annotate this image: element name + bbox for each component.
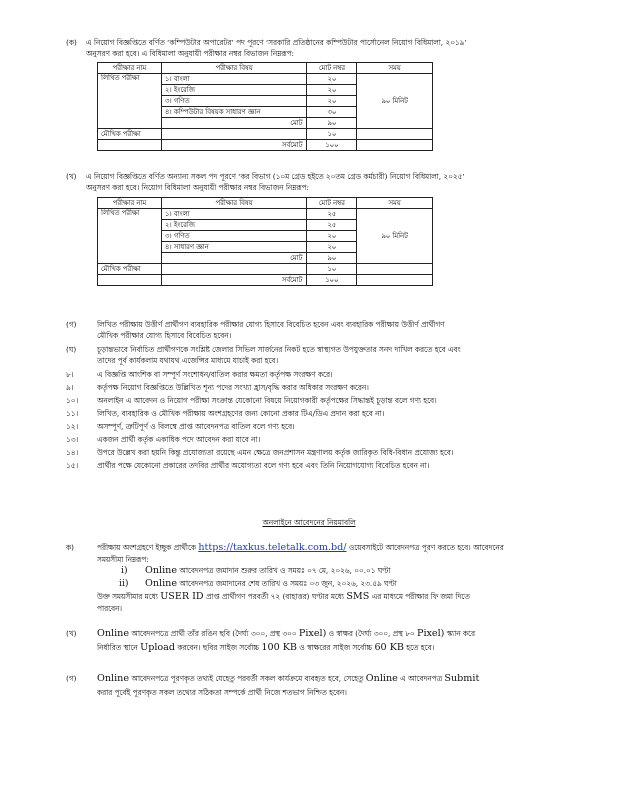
subtotal-value: ৯০ xyxy=(307,118,357,129)
subject-cell: ৩। গণিত xyxy=(161,96,307,107)
text-fragment: ও স্বাক্ষর (দৈর্ঘ্য ৩০০, প্রস্থ ৮০ xyxy=(328,629,415,638)
online-kha-line2 xyxy=(97,643,434,652)
item-number: ১২। xyxy=(66,422,79,431)
subject-cell: ২। ইংরেজি xyxy=(161,85,307,96)
list-item: উপরে উল্লেখ করা হয়নি কিন্তু প্রযোজ্যতা রয়েছে এমন ক্ষেত্রে জনপ্রশাসন মন্ত্রণালয় কর্তৃক জারিকৃত বিধি-বিধান প্রযোজ্য হবে। xyxy=(97,448,454,457)
item-number: ১৩। xyxy=(66,435,79,444)
clause-gha-line2: তাদের পূর্ব কার্যকলাম যথাযথ এজেন্সির মাধ্যমে যাচাই করা হবে। xyxy=(97,356,279,365)
photo-size-limit: 100 KB xyxy=(261,642,297,653)
text-fragment: আবেদনপত্রে পূরণকৃত তথ্যই যেহেতু পরবর্তী সকল কার্যক্রমে ব্যবহৃত হবে, সেহেতু xyxy=(131,674,364,683)
marks-cell: ২০ xyxy=(307,96,357,107)
online-ka-marker: ক) xyxy=(66,543,74,552)
online-i-marker: i) xyxy=(121,565,128,576)
table-header: সময় xyxy=(357,198,433,209)
text-fragment: নির্ধারিত স্থানে xyxy=(97,643,138,652)
online-ga-line1 xyxy=(97,674,479,683)
table-header: মোট নম্বর xyxy=(307,63,357,74)
text-fragment: আবেদনপত্রে প্রার্থী তাঁর রঙিন ছবি (দৈর্ঘ্য ৩০০, প্রস্থ ৩০০ xyxy=(131,629,297,638)
online-ga-marker: (গ) xyxy=(66,674,77,683)
grand-total-value: ১০০ xyxy=(307,275,357,286)
subject-cell: ৩। গণিত xyxy=(161,231,306,242)
text-fragment: হতে হবে। xyxy=(406,643,435,652)
table-header: পরীক্ষার বিষয় xyxy=(161,63,307,74)
sms-term: SMS xyxy=(346,591,370,602)
online-ka-pre: পরীক্ষায় অংশগ্রহণে ইচ্ছুক প্রার্থীকে xyxy=(97,543,196,552)
table-header: পরীক্ষার নাম xyxy=(98,63,162,74)
online-ii-line xyxy=(145,579,397,588)
marks-cell: ২০ xyxy=(307,231,357,242)
online-ka-line1 xyxy=(97,543,504,552)
written-exam-label: লিখিত পরীক্ষা xyxy=(98,74,162,129)
pixel-term: Pixel) xyxy=(417,628,445,639)
oral-exam-label: মৌখিক পরীক্ষা xyxy=(98,264,162,275)
online-kha-line1 xyxy=(97,629,475,638)
marks-cell: ২৫ xyxy=(307,220,357,231)
online-word: Online xyxy=(145,578,178,589)
online-rules-heading: অনলাইনে আবেদনের নিয়মাবলি xyxy=(262,518,356,527)
section-kha-line1: এ নিয়োগ বিজ্ঞপ্তিতে বর্ণিত অন্যান্য সকল পদ পূরণে ‘কর বিভাগ (১০ম গ্রেড হইতে ২০তম গ্রেড কর্মচারী) নিয়োগ বিধিমালা, ২০২৫’ xyxy=(86,172,465,181)
online-ka-line4: পারবেন। xyxy=(97,604,123,613)
time-cell: ৯০ মিনিট xyxy=(357,209,433,264)
table-header: সময় xyxy=(357,63,433,74)
online-ka-post: ওয়েবসাইটে আবেদনপত্র পূরণ করতে হবে। আবেদনের xyxy=(348,543,504,552)
list-item: অনলাইন এ আবেদন ও নিয়োগ পরীক্ষা সংক্রান্ত যেকোনো বিষয়ে নিয়োগকারী কর্তৃপক্ষের সিদ্ধান্তই চূড়ান্ত বলে গণ্য হবে। xyxy=(97,396,437,405)
section-ka-line2: অনুসরণ করা হবে। এ বিধিমালা অনুযায়ী পরীক্ষার নম্বর বিভাজন নিম্নরূপ: xyxy=(86,49,294,58)
subject-cell: ৪। কম্পিউটার বিষয়ক সাধারণ জ্ঞান xyxy=(161,107,307,118)
oral-marks: ১০ xyxy=(307,264,357,275)
section-kha-line2: অনুসরণ করা হবে। নিয়োগ বিধিমালা অনুযায়ী পরীক্ষার নম্বর বিভাজন নিম্নরূপ: xyxy=(86,183,310,192)
table-header: পরীক্ষার নাম xyxy=(98,198,162,209)
online-ga-line2: করার পূর্বেই পূরণকৃত সকল তথ্যের সঠিকতা সম্পর্কে প্রার্থী নিজে শতভাগ নিশ্চিত হবেন। xyxy=(97,688,347,697)
item-number: ১০। xyxy=(66,396,79,405)
subject-cell: ৪। সাধারণ জ্ঞান xyxy=(161,242,306,253)
section-kha-marker: (খ) xyxy=(66,172,77,181)
marks-cell: ২০ xyxy=(307,85,357,96)
clause-gha-marker: (ঘ) xyxy=(66,345,77,354)
text-fragment: করবেন। ছবির সাইজ সর্বোচ্চ xyxy=(177,643,260,652)
list-item: একজন প্রার্থী কর্তৃক একাধিক পদে আবেদন করা যাবে না। xyxy=(97,435,261,444)
pixel-term: Pixel) xyxy=(298,628,327,639)
user-id-term: USER ID xyxy=(160,591,204,602)
table-header: পরীক্ষার বিষয় xyxy=(161,198,306,209)
upload-term: Upload xyxy=(140,642,176,653)
time-cell: ৯০ মিনিট xyxy=(357,74,433,129)
online-word: Online xyxy=(365,673,398,684)
list-item: এ বিজ্ঞপ্তি আংশিক বা সম্পূর্ণ সংশোধন/বাতিল করার ক্ষমতা কর্তৃপক্ষ সংরক্ষণ করে। xyxy=(97,370,333,379)
online-word: Online xyxy=(145,565,178,576)
list-item: কর্তৃপক্ষ নিয়োগ বিজ্ঞপ্তিতে উল্লিখিত শূন্য পদের সংখ্যা হ্রাস/বৃদ্ধি করার অধিকার সংরক্ষণ করেন। xyxy=(97,383,369,392)
subtotal-value: ৯০ xyxy=(307,253,357,264)
clause-ga-line1: লিখিত পরীক্ষায় উত্তীর্ণ প্রার্থীগণ ব্যবহারিক পরীক্ষার যোগ্য হিসাবে বিবেচিত হবেন এবং ব্যবহারিক পরীক্ষায় উত্তীর্ণ প্রার্থীগণ xyxy=(97,320,445,329)
online-i-text: আবেদনপত্র জমাদান শুরুর তারিখ ও সময়ঃ ০৭ মে, ২০২৬, ০০.০১ ঘণ্টা xyxy=(179,566,391,575)
item-number: ১৫। xyxy=(66,461,79,470)
clause-ga-line2: মৌখিক পরীক্ষার যোগ্য হিসাবে বিবেচিত হবেন। xyxy=(97,331,232,340)
marks-cell: ৩০ xyxy=(307,107,357,118)
item-number: ১৪। xyxy=(66,448,79,457)
item-number: ৮। xyxy=(66,370,74,379)
section-ka-marker: (ক) xyxy=(66,38,77,47)
subtotal-label: মোট xyxy=(161,253,306,264)
list-item: লিখিত, ব্যবহারিক ও মৌখিক পরীক্ষায় অংশগ্রহণের জন্য কোনো প্রকার টিএ/ডিএ প্রদান করা হবে না। xyxy=(97,409,385,418)
table-header: মোট নম্বর xyxy=(307,198,357,209)
subtotal-label: মোট xyxy=(161,118,307,129)
text-fragment: এ আবেদনপত্র xyxy=(400,674,443,683)
oral-marks: ১০ xyxy=(307,129,357,140)
text-fragment: স্ক্যান করে xyxy=(446,629,475,638)
oral-exam-label: মৌখিক পরীক্ষা xyxy=(98,129,162,140)
online-kha-marker: (খ) xyxy=(66,629,77,638)
online-ka-line3 xyxy=(97,592,470,601)
subject-cell: ১। বাংলা xyxy=(161,74,307,85)
taxkus-website-link[interactable]: https://taxkus.teletalk.com.bd/ xyxy=(198,542,347,553)
marks-table-ka xyxy=(97,62,433,151)
grand-total-label: সর্বমোট xyxy=(161,140,307,151)
online-ii-text: আবেদনপত্র জমাদানের শেষ তারিখ ও সময়ঃ ০৩ জুন, ২০২৬, ২৩.৫৯ ঘণ্টা xyxy=(179,579,397,588)
list-item: প্রার্থীর পক্ষে যেকোনো প্রকারের তদবির প্রার্থীর অযোগ্যতা বলে গণ্য হবে এবং তিনি নিয়োগযোগ্য বিবেচিত হবেন না। xyxy=(97,461,430,470)
marks-table-kha xyxy=(97,197,433,286)
written-exam-label: লিখিত পরীক্ষা xyxy=(98,209,162,264)
online-ii-marker: ii) xyxy=(119,578,129,589)
item-number: ১১। xyxy=(66,409,79,418)
online-i-line xyxy=(145,566,390,575)
text-fragment: উক্ত সময়সীমার মধ্যে xyxy=(97,592,158,601)
text-fragment: এর মাধ্যমে পরীক্ষার ফি জমা দিতে xyxy=(371,592,470,601)
text-fragment: ও স্বাক্ষরের সাইজ সর্বোচ্চ xyxy=(299,643,373,652)
text-fragment: প্রাপ্ত প্রার্থীগণ পরবর্তী ৭২ (বাহাত্তর) ঘণ্টার মধ্যে xyxy=(205,592,345,601)
online-ka-line2: সময়সীমা নিম্নরূপ: xyxy=(97,555,149,564)
marks-cell: ২০ xyxy=(307,242,357,253)
marks-cell: ২৫ xyxy=(307,209,357,220)
item-number: ৯। xyxy=(66,383,74,392)
list-item: অসম্পূর্ণ, ত্রুটিপূর্ণ ও বিলম্বে প্রাপ্ত আবেদনপত্র বাতিল বলে গণ্য হবে। xyxy=(97,422,295,431)
clause-ga-marker: (গ) xyxy=(66,320,77,329)
section-ka-line1: এ নিয়োগ বিজ্ঞপ্তিতে বর্ণিত ‘কম্পিউটার অপারেটর’ পদ পূরণে ‘সরকারি প্রতিষ্ঠানের কম্পিউটার পার্সোনেল নিয়োগ বিধিমালা, ২০১৯’ xyxy=(86,38,467,47)
grand-total-label: সর্বমোট xyxy=(161,275,306,286)
subject-cell: ২। ইংরেজি xyxy=(161,220,306,231)
submit-term: Submit xyxy=(444,673,480,684)
online-word: Online xyxy=(97,628,130,639)
grand-total-value: ১০০ xyxy=(307,140,357,151)
online-word: Online xyxy=(97,673,130,684)
clause-gha-line1: চূড়ান্তভাবে নির্বাচিত প্রার্থীগণকে সংশ্লিষ্ট জেলার সিভিল সার্জনের নিকট হতে স্বাস্থ্যগত উপযুক্ততার সনদ দাখিল করতে হবে এবং xyxy=(97,345,461,354)
marks-cell: ২০ xyxy=(307,74,357,85)
subject-cell: ১। বাংলা xyxy=(161,209,306,220)
signature-size-limit: 60 KB xyxy=(374,642,404,653)
